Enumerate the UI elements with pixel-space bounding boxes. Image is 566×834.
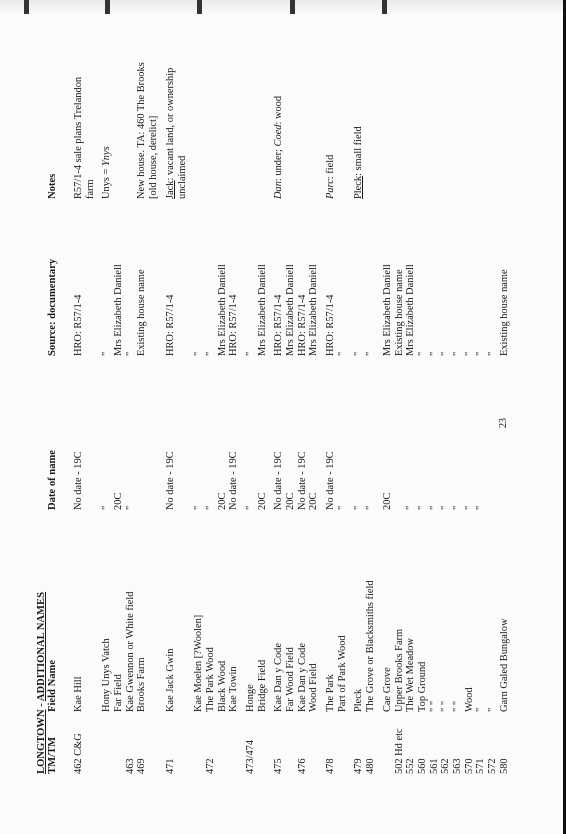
cell-source: " [193, 351, 205, 356]
cell-source: Mrs Elizabeth Daniell [216, 264, 228, 356]
cell-tm [257, 728, 269, 774]
cell-source: Existing house name [498, 269, 510, 356]
cell-date: " [416, 505, 428, 510]
title-place: LONGTOWN [36, 709, 47, 774]
cell-date [394, 451, 406, 510]
cell-notes [464, 62, 476, 199]
cell-field: Far Wood Field [285, 647, 296, 712]
cell-field: " [475, 707, 487, 712]
cell-source [177, 264, 189, 356]
cell-field: The Grove or Blacksmiths field [365, 580, 377, 712]
cell-date [148, 451, 160, 510]
cell-date: 20C [256, 492, 268, 510]
cell-source: HRO: R57/1-4 [228, 294, 240, 356]
cell-field: Garn Galed Bungalow [498, 618, 510, 712]
cell-notes [308, 62, 320, 199]
cell-notes [285, 62, 297, 199]
cell-field: The Park [325, 674, 337, 712]
cell-field: Hony Unys Vatch [101, 638, 113, 712]
cell-field: Part of Park Wood [336, 635, 348, 712]
cell-source: HRO: R57/1-4 [273, 294, 285, 356]
cell-notes [228, 62, 240, 199]
cell-source: " [487, 351, 498, 356]
cell-notes [297, 62, 309, 199]
cell-field [148, 580, 160, 712]
cell-notes [499, 62, 511, 199]
cell-tm [193, 728, 205, 774]
cell-source: " [101, 351, 113, 356]
cell-tm: 580 [498, 758, 510, 774]
column-field-name [73, 580, 510, 712]
cell-date: " [336, 505, 348, 510]
cell-notes [217, 62, 229, 199]
cell-field: Cae Grove [381, 667, 393, 712]
cell-notes [245, 62, 257, 199]
cell-source: Mrs Elizabeth Daniell [308, 264, 320, 356]
cell-date: " [475, 505, 487, 510]
cell-tm: 561 [428, 758, 440, 774]
cell-notes [205, 62, 217, 199]
cell-notes [125, 62, 137, 199]
cell-date: " [244, 505, 256, 510]
column-tm [73, 728, 510, 774]
cell-date: " [405, 505, 417, 510]
cell-field: Wood [463, 687, 475, 712]
cell-date: " [101, 505, 113, 510]
cell-notes [394, 62, 406, 199]
cell-date [85, 451, 97, 510]
cell-tm: 475 [273, 758, 285, 774]
cell-tm: 471 [164, 758, 176, 774]
cell-tm: 562 [440, 758, 452, 774]
cell-notes [452, 62, 464, 199]
cell-tm: 502 Hd etc [393, 728, 405, 774]
cell-field: The Wet Meadow [405, 638, 417, 712]
cell-source: " [451, 351, 463, 356]
cell-date: " [124, 505, 136, 510]
cell-field: Kae Hill [73, 676, 84, 712]
title-section: ADDITIONAL NAMES [36, 591, 47, 702]
cell-tm [337, 728, 349, 774]
cell-field: Honge [244, 684, 256, 712]
cell-source: " [244, 351, 256, 356]
cell-notes [337, 62, 349, 199]
cell-date: 20C [285, 492, 296, 510]
cell-notes: Jack: vacant land, or ownership [164, 67, 176, 199]
cell-source: Mrs Elizabeth Daniell [113, 264, 125, 356]
cell-field: The Park Wood [204, 647, 216, 712]
cell-tm: 472 [204, 758, 216, 774]
cell-notes [440, 62, 452, 199]
cell-notes [193, 62, 205, 199]
cell-field: Black Wood [216, 660, 228, 712]
cell-source: Mrs Elizabeth Daniell [381, 264, 393, 356]
cell-notes: New house. TA: 460 The Brooks [136, 62, 148, 199]
cell-date: No date - 19C [325, 451, 337, 510]
cell-source: Mrs Elizabeth Daniell [256, 264, 268, 356]
cell-date: " [193, 505, 205, 510]
cell-source: " [463, 351, 475, 356]
cell-tm: 478 [325, 758, 337, 774]
cell-tm: 480 [365, 758, 377, 774]
cell-source [85, 264, 97, 356]
cell-tm: 552 [405, 758, 417, 774]
cell-source: Mrs Elizabeth Daniell [285, 264, 296, 356]
cell-field: Wood Field [308, 663, 320, 712]
cell-date: 20C [308, 492, 320, 510]
cell-tm [285, 728, 297, 774]
cell-notes: Pleck: small field [353, 126, 365, 199]
cell-notes [113, 62, 125, 199]
cell-field: " " [440, 700, 452, 712]
cell-date: No date - 19C [273, 451, 285, 510]
cell-notes: Parc: field [325, 154, 337, 199]
cell-date: No date - 19C [73, 451, 84, 510]
cell-date: " [463, 505, 475, 510]
cell-date [499, 451, 511, 510]
column-notes [73, 62, 510, 199]
cell-notes [475, 62, 487, 199]
cell-source: " [353, 351, 365, 356]
cell-tm [148, 728, 160, 774]
cell-notes: Dan: under; Coed: wood [273, 95, 285, 199]
cell-notes: farm [84, 179, 96, 199]
cell-notes [417, 62, 429, 199]
cell-tm [228, 728, 240, 774]
cell-field [177, 580, 189, 712]
cell-source: " [124, 351, 136, 356]
cell-source: HRO: R57/1-4 [296, 294, 308, 356]
cell-tm [101, 728, 113, 774]
cell-source: " [475, 351, 487, 356]
header-notes: Notes [47, 173, 58, 199]
cell-source: HRO: R57/1-4 [325, 294, 337, 356]
cell-date: 20C [113, 492, 125, 510]
cell-tm: 462 C&G [73, 733, 84, 774]
header-date: Date of name [47, 449, 58, 510]
cell-tm [217, 728, 229, 774]
cell-tm: 476 [296, 758, 308, 774]
column-source [73, 264, 510, 356]
column-date [73, 451, 510, 510]
cell-source: Existing house name [136, 269, 148, 356]
cell-source: HRO: R57/1-4 [73, 294, 84, 356]
cell-field: Upper Brooks Farm [393, 628, 405, 712]
cell-tm [308, 728, 320, 774]
cell-notes: R57/1-4 sale plans Trelandon [73, 76, 84, 199]
cell-field: Kae Dan y Code [296, 643, 308, 712]
cell-date [136, 451, 148, 510]
cell-notes: unclaimed [176, 155, 188, 199]
cell-date [177, 451, 189, 510]
cell-tm [113, 728, 125, 774]
cell-source: " [440, 351, 452, 356]
cell-notes [405, 62, 417, 199]
cell-date: " [365, 505, 377, 510]
cell-tm [85, 728, 97, 774]
cell-notes [382, 62, 394, 199]
cell-source: HRO: R57/1-4 [164, 294, 176, 356]
header-source: Source: documentary [47, 258, 58, 356]
cell-source: " [365, 351, 377, 356]
cell-tm: 570 [463, 758, 475, 774]
cell-date: No date - 19C [164, 451, 176, 510]
page-number: 23 [498, 418, 509, 428]
cell-notes [365, 62, 377, 199]
cell-source: " [204, 351, 216, 356]
cell-field: Kae Jack Gwin [164, 648, 176, 712]
cell-date: " [440, 505, 452, 510]
cell-tm [382, 728, 394, 774]
cell-field [85, 580, 97, 712]
cell-date: 20C [381, 492, 393, 510]
cell-tm: 473/474 [244, 739, 256, 774]
cell-date: " [428, 505, 440, 510]
cell-source: Existing house name [393, 269, 405, 356]
cell-tm: 469 [136, 758, 148, 774]
cell-notes: Unys = Ynys [101, 146, 113, 199]
cell-field: Brooks Farm [136, 657, 148, 712]
cell-tm: 572 [487, 758, 498, 774]
header-field-name: Field Name [47, 659, 58, 712]
cell-source: " [416, 351, 428, 356]
cell-field: Top Ground [416, 661, 428, 712]
cell-date: No date - 19C [228, 451, 240, 510]
cell-field: " " [428, 700, 440, 712]
cell-field: Kae Towin [228, 666, 240, 712]
cell-source: " [428, 351, 440, 356]
cell-date [487, 451, 499, 510]
cell-notes: [old house, derelict] [148, 115, 160, 199]
cell-field: Bridge Field [256, 659, 268, 712]
cell-date: No date - 19C [296, 451, 308, 510]
document-title: LONGTOWN - ADDITIONAL NAMES [36, 591, 47, 774]
cell-date: " [204, 505, 216, 510]
cell-source: Mrs Elizabeth Daniell [405, 264, 417, 356]
cell-field: Kae Dan y Code [273, 643, 285, 712]
cell-field: Kae Gwennon or White field [124, 591, 136, 712]
cell-source [148, 264, 160, 356]
cell-tm: 563 [451, 758, 463, 774]
cell-date: " [353, 505, 365, 510]
cell-field: Pleck [353, 688, 365, 712]
cell-notes [257, 62, 269, 199]
cell-tm: 571 [475, 758, 487, 774]
cell-notes [487, 62, 499, 199]
cell-tm: 463 [124, 758, 136, 774]
cell-field: Kae Moelen [?Woolen] [193, 614, 205, 712]
cell-tm: 560 [416, 758, 428, 774]
cell-tm [177, 728, 189, 774]
cell-date: 20C [216, 492, 228, 510]
cell-notes [429, 62, 441, 199]
cell-source: " [336, 351, 348, 356]
cell-field: " " [451, 700, 463, 712]
cell-field: " [487, 707, 498, 712]
cell-field: Far Field [113, 674, 125, 712]
cell-date: " [451, 505, 463, 510]
cell-tm: 479 [353, 758, 365, 774]
header-tm: TM/TM [47, 736, 58, 774]
